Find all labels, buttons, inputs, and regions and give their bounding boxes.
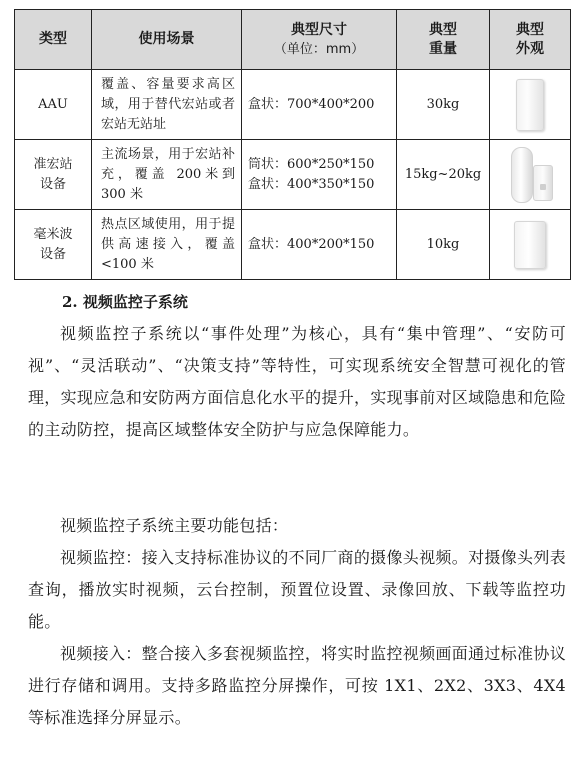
paragraph-functions: 视频监控子系统主要功能包括： [60, 516, 289, 535]
table-row [15, 210, 571, 280]
paragraph-video-access: 视频接入：整合接入多套视频监控，将实时监控视频画面通过标准协议进行存储和调用。支持多路监控分屏操作，可按 1X1、2X2、3X3、4X4 等标准选择分屏显示。 [28, 644, 566, 727]
mmwave-device-icon [514, 221, 546, 269]
size-line: 盒状：400*200*150 [248, 236, 375, 252]
type-line: 设备 [39, 246, 66, 262]
cell-type [15, 210, 92, 280]
section-heading: 2. 视频监控子系统 [62, 293, 188, 311]
cell-weight: 30kg [397, 70, 490, 140]
table-row [15, 140, 571, 210]
cell-type [15, 140, 92, 210]
header-size-unit: （单位：mm） [273, 41, 365, 57]
paragraph-intro: 视频监控子系统以“事件处理”为核心，具有“集中管理”、“安防可视”、“灵活联动”、“决策支持”等特性，可实现系统安全智慧可视化的管理，实现应急和安防两方面信息化水平的提升，实现事前对区域隐患和危险的主动防控，提高区域整体安全防护与应急保障能力。 [28, 324, 566, 439]
type-line: 设备 [39, 176, 66, 192]
header-weight-line2: 重量 [429, 40, 457, 57]
cell-size [242, 70, 397, 140]
cell-look [490, 70, 571, 140]
cell-look [490, 140, 571, 210]
cell-type [15, 70, 92, 140]
type-line: AAU [38, 96, 68, 112]
type-line: 毫米波 [33, 226, 73, 242]
paragraph-video-monitoring: 视频监控：接入支持标准协议的不同厂商的摄像头视频。对摄像头列表查询，播放实时视频，云台控制，预置位设置、录像回放、下载等监控功能。 [28, 548, 566, 631]
header-weight [397, 10, 490, 70]
macro-station-device-icon [507, 147, 553, 203]
aau-device-icon [516, 79, 544, 131]
header-look-line2: 外观 [516, 40, 544, 57]
header-scene: 使用场景 [92, 10, 242, 70]
header-size-title: 典型尺寸 [291, 21, 347, 38]
cell-weight: 15kg~20kg [397, 140, 490, 210]
cell-size [242, 140, 397, 210]
header-look-line1: 典型 [516, 21, 544, 38]
cell-scene: 主流场景，用于宏站补充，覆盖 200米到 300 米 [92, 140, 242, 210]
cell-scene: 热点区域使用，用于提供高速接入，覆盖<100 米 [92, 210, 242, 280]
cell-look [490, 210, 571, 280]
table-row [15, 70, 571, 140]
table-header-row [15, 10, 571, 70]
cell-weight: 10kg [397, 210, 490, 280]
type-line: 准宏站 [33, 156, 73, 172]
cell-size [242, 210, 397, 280]
header-look [490, 10, 571, 70]
header-size [242, 10, 397, 70]
size-line: 盒状：400*350*150 [248, 176, 375, 192]
header-type: 类型 [15, 10, 92, 70]
size-line: 筒状：600*250*150 [248, 156, 375, 172]
size-line: 盒状：700*400*200 [248, 96, 375, 112]
header-weight-line1: 典型 [429, 21, 457, 38]
cell-scene: 覆盖、容量要求高区域，用于替代宏站或者宏站无站址 [92, 70, 242, 140]
device-spec-table [14, 9, 571, 280]
